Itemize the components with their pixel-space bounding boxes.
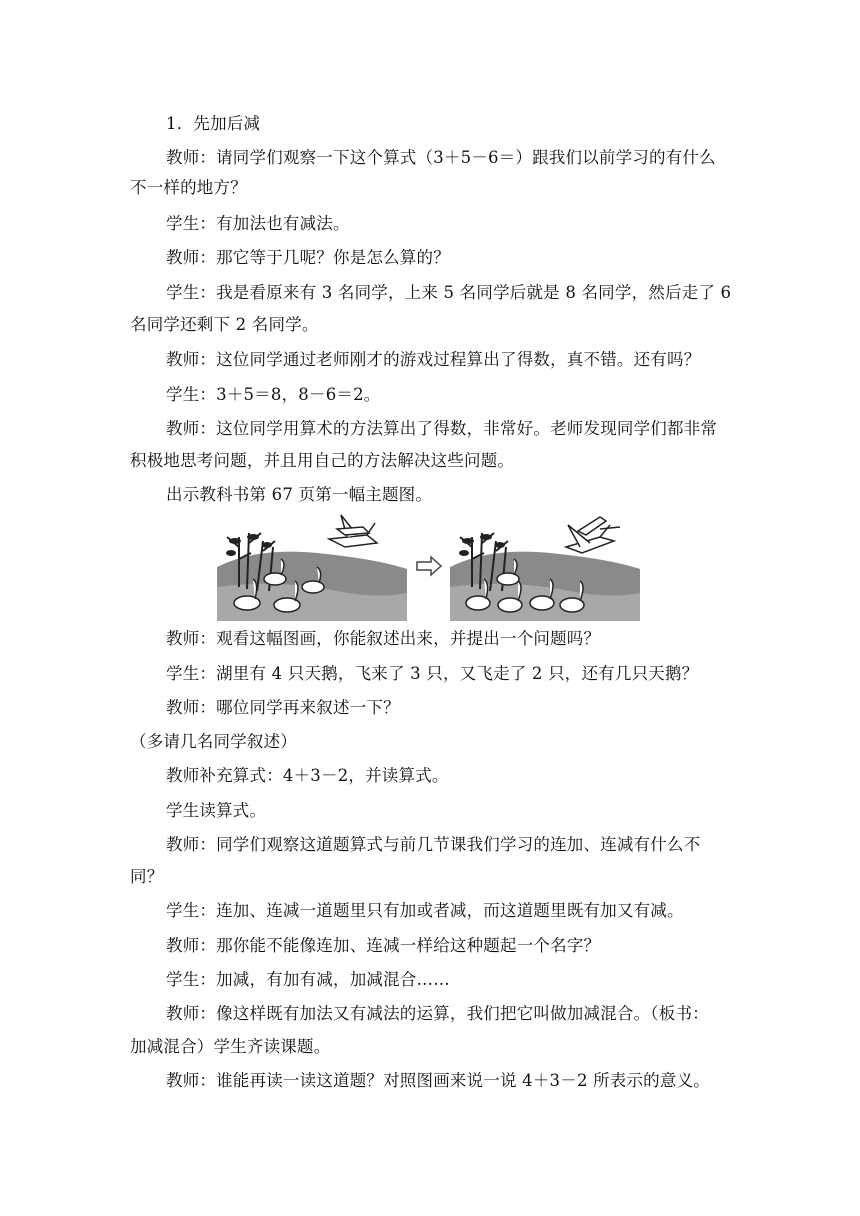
paragraph-line: 出示教科书第 67 页第一幅主题图。 [166, 485, 433, 504]
paragraph-line: 不一样的地方？ [130, 178, 247, 197]
paragraph-line: 同？ [130, 867, 164, 886]
right-scene-icon [450, 517, 640, 621]
paragraph-line: 教师：这位同学通过老师刚才的游戏过程算出了得数，真不错。还有吗？ [166, 350, 701, 369]
section-heading: 1．先加后减 [166, 114, 261, 133]
paragraph-line: 加减混合）学生齐读课题。 [130, 1037, 331, 1056]
paragraph-line: 学生读算式。 [166, 801, 267, 820]
paragraph-line: 学生：我是看原来有 3 名同学，上来 5 名同学后就是 8 名同学，然后走了 6 [166, 283, 732, 302]
left-scene-icon [217, 515, 407, 621]
paragraph-line: 积极地思考问题，并且用自己的方法解决这些问题。 [130, 451, 515, 470]
paragraph-line: 教师：像这样既有加法又有减法的运算，我们把它叫做加减混合。（板书： [166, 1004, 709, 1023]
paragraph-line: （多请几名同学叙述） [130, 732, 297, 751]
paragraph-line: 教师：这位同学用算术的方法算出了得数，非常好。老师发现同学们都非常 [166, 419, 718, 438]
paragraph-line: 教师：那它等于几呢？你是怎么算的？ [166, 248, 450, 267]
paragraph-line: 教师：请同学们观察一下这个算式（3＋5－6＝）跟我们以前学习的有什么 [166, 148, 716, 167]
paragraph-line: 学生：加减，有加有减，加减混合…… [166, 970, 450, 989]
paragraph-line: 教师：同学们观察这道题算式与前几节课我们学习的连加、连减有什么不 [166, 835, 701, 854]
paragraph-line: 学生：连加、连减一道题里只有加或者减，而这道题里既有加又有减。 [166, 901, 684, 920]
paragraph-line: 教师：那你能不能像连加、连减一样给这种题起一个名字？ [166, 936, 601, 955]
swan-theme-figure [217, 507, 640, 621]
paragraph-line: 教师：谁能再读一读这道题？对照图画来说一说 4＋3－2 所表示的意义。 [166, 1071, 710, 1090]
paragraph-line: 学生：湖里有 4 只天鹅，飞来了 3 只，又飞走了 2 只，还有几只天鹅？ [166, 664, 699, 683]
right-arrow-icon [417, 557, 441, 575]
paragraph-line: 教师补充算式：4＋3－2，并读算式。 [166, 766, 449, 785]
paragraph-line: 学生：3＋5＝8，8－6＝2。 [166, 385, 381, 404]
paragraph-line: 教师：哪位同学再来叙述一下？ [166, 698, 400, 717]
paragraph-line: 教师：观看这幅图画，你能叙述出来，并提出一个问题吗？ [166, 629, 601, 648]
paragraph-line: 学生：有加法也有减法。 [166, 214, 350, 233]
paragraph-line: 名同学还剩下 2 名同学。 [130, 315, 319, 334]
